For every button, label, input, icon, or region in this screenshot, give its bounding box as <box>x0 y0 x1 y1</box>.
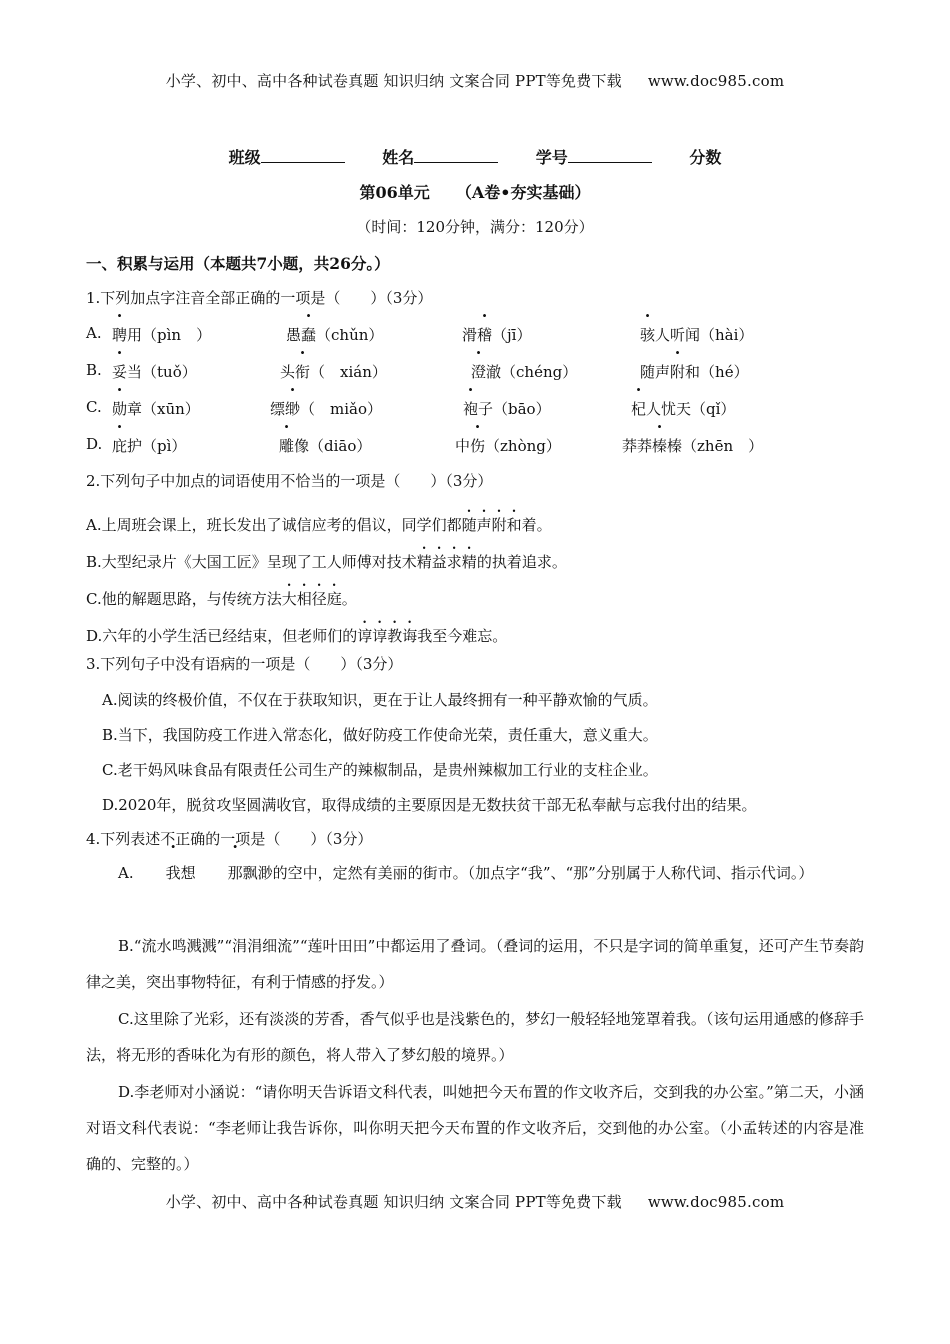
class-blank[interactable] <box>261 148 345 163</box>
time-note: （时间：120分钟，满分：120分） <box>356 218 594 236</box>
q1-a3: 滑稽（jī） <box>462 326 532 344</box>
q1-label-a: A. <box>86 324 102 342</box>
q1-b3: 澄澈（chéng） <box>471 363 578 381</box>
q2-stem: 2.下列句子中加点的词语使用不恰当的一项是（ ）（3分） <box>86 472 493 490</box>
name-label: 姓名 <box>382 148 415 167</box>
footer-site[interactable]: www.doc985.com <box>647 1193 785 1211</box>
q1-d4: 莽莽榛榛（zhēn ） <box>622 437 764 455</box>
q3-option-a: A.阅读的终极价值，不仅在于获取知识，更在于让人最终拥有一种平静欢愉的气质。 <box>102 691 658 709</box>
q2-option-d: D.六年的小学生活已经结束，但老师们的谆谆教诲我至今难忘。 <box>86 627 508 645</box>
q1-d3: 中伤（zhòng） <box>455 437 561 455</box>
paper-subtitle: （A卷•夯实基础） <box>455 183 591 202</box>
id-label: 学号 <box>535 148 568 167</box>
q1-stem: 1.下列加点字注音全部正确的一项是（ ）（3分） <box>86 289 433 307</box>
q1-a1: 聘用（pìn ） <box>112 326 212 344</box>
score-label: 分数 <box>689 148 722 167</box>
q1-b2: 头衔（ xián） <box>280 363 387 381</box>
header-text: 小学、初中、高中各种试卷真题 知识归纳 文案合同 PPT等免费下载 <box>165 72 622 90</box>
q4-stem: 4.下列表述不正确的一项是（ ）（3分） <box>86 830 373 848</box>
class-label: 班级 <box>228 148 261 167</box>
section-title: 一、积累与运用（本题共7小题，共26分。） <box>86 254 390 273</box>
q4-option-b: B.“流水鸣溅溅”“涓涓细流”“莲叶田田”中都运用了叠词。（叠词的运用，不只是字词的简单重复，还可产生节奏韵律之美，突出事物特征，有利于情感的抒发。） <box>86 937 864 991</box>
exam-title <box>0 180 950 203</box>
q3-option-c: C.老干妈风味食品有限责任公司生产的辣椒制品，是贵州辣椒加工行业的支柱企业。 <box>102 761 658 779</box>
q3-option-d: D.2020年，脱贫攻坚圆满收官，取得成绩的主要原因是无数扶贫干部无私奉献与忘我付出的结果。 <box>102 796 757 814</box>
q2-option-c: C.他的解题思路，与传统方法大相径庭。 <box>86 590 357 608</box>
name-blank[interactable] <box>414 148 498 163</box>
q4-option-c: C.这里除了光彩，还有淡淡的芳香，香气似乎也是浅紫色的，梦幻一般轻轻地笼罩着我。（该句运用通感的修辞手法，将无形的香味化为有形的颜色，将人带入了梦幻般的境界。） <box>86 1010 864 1064</box>
q1-c1: 勋章（xūn） <box>112 400 200 418</box>
unit-title: 第06单元 <box>359 183 430 202</box>
q1-c2: 缥缈（ miǎo） <box>270 400 383 418</box>
id-blank[interactable] <box>568 148 652 163</box>
q1-b4: 随声附和（hé） <box>640 363 749 381</box>
q1-c4: 杞人忧天（qǐ） <box>631 400 736 418</box>
q1-label-c: C. <box>86 398 102 416</box>
page-header <box>0 70 950 91</box>
q1-label-b: B. <box>86 361 102 379</box>
q2-option-b: B.大型纪录片《大国工匠》呈现了工人师傅对技术精益求精的执着追求。 <box>86 553 567 571</box>
footer-text: 小学、初中、高中各种试卷真题 知识归纳 文案合同 PPT等免费下载 <box>165 1193 622 1211</box>
q1-c3: 袍子（bāo） <box>463 400 551 418</box>
q1-a2: 愚蠢（chǔn） <box>286 326 384 344</box>
q1-b1: 妥当（tuǒ） <box>112 363 197 381</box>
q4-option-d: D.李老师对小涵说：“请你明天告诉语文科代表，叫她把今天布置的作文收齐后，交到我的办公室。”第二天，小涵对语文科代表说：“李老师让我告诉你，叫你明天把今天布置的作文收齐后，交到他的办公室。（小孟转述的内容是准确的、完整的。） <box>86 1083 864 1173</box>
page-footer <box>0 1191 950 1212</box>
q1-d1: 庇护（pì） <box>112 437 187 455</box>
q3-stem: 3.下列句子中没有语病的一项是（ ）（3分） <box>86 655 403 673</box>
header-site[interactable]: www.doc985.com <box>647 72 785 90</box>
q3-option-b: B.当下，我国防疫工作进入常态化，做好防疫工作使命光荣，责任重大，意义重大。 <box>102 726 658 744</box>
q2-option-a: A.上周班会课上，班长发出了诚信应考的倡议，同学们都随声附和着。 <box>86 516 552 534</box>
q1-label-d: D. <box>86 435 103 453</box>
q1-a4: 骇人听闻（hài） <box>640 326 754 344</box>
q1-d2: 雕像（diāo） <box>279 437 372 455</box>
student-info-row <box>0 145 950 168</box>
q4-option-a: A. 我想 那飘渺的空中，定然有美丽的街市。（加点字“我”、“那”分别属于人称代词、指示代词。） <box>118 864 814 882</box>
